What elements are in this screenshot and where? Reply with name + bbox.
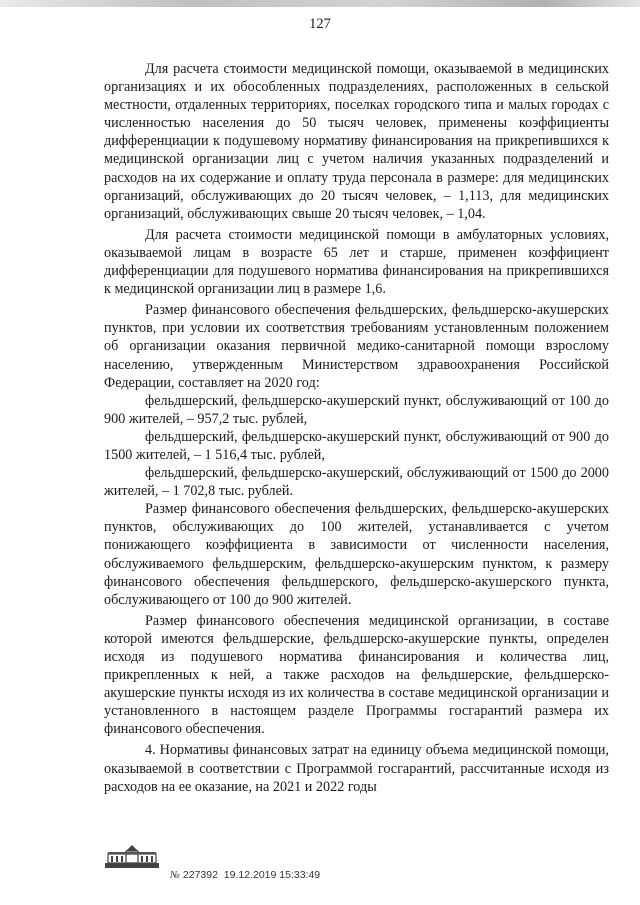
paragraph: фельдшерский, фельдшерско-акушерский, обслуживающий от 1500 до 2000 жителей, – 1 702,8 тыс. рублей. <box>104 465 609 500</box>
scan-edge <box>0 0 640 7</box>
paragraph: Размер финансового обеспечения фельдшерских, фельдшерско-акушерских пунктов, при условии их соответствия требованиям установленным положением об организации оказания первичной медико-санитарной помощи взрослому населению, утвержденным Министерством здравоохранения Российской Федерации, составляет на 2020 год: <box>104 302 609 391</box>
document-stamp <box>170 869 320 881</box>
paragraph: Размер финансового обеспечения медицинской организации, в составе которой имеются фельдшерские, фельдшерско-акушерские пункты, определен исходя из подушевого норматива финансирования и количества лиц, прикрепленных к ней, а также расходов на фельдшерские, фельдшерско-акушерские пункты исходя из их количества в составе медицинской организации и установленного в настоящем разделе Программы госгарантий размера их финансового обеспечения. <box>104 612 609 738</box>
document-timestamp: 19.12.2019 15:33:49 <box>223 869 321 881</box>
paragraph: фельдшерский, фельдшерско-акушерский пункт, обслуживающий от 100 до 900 жителей, – 957,2 тыс. рублей, <box>104 392 609 427</box>
paragraph: фельдшерский, фельдшерско-акушерский пункт, обслуживающий от 900 до 1500 жителей, – 1 516,4 тыс. рублей, <box>104 428 609 463</box>
document-body <box>104 60 609 796</box>
document-footer <box>104 843 404 883</box>
document-number: 227392 <box>182 869 218 881</box>
paragraph: Для расчета стоимости медицинской помощи, оказываемой в медицинских организациях и их обособленных подразделениях, расположенных в сельской местности, отдаленных территориях, поселках городского типа и малых городах с численностью населения до 50 тысяч человек, применены коэффициенты дифференциации к подушевому нормативу финансирования на прикрепившихся к медицинской организации лиц с учетом наличия указанных подразделений и расходов на их содержание и оплату труда персонала в размере: для медицинских организаций, обслуживающих до 20 тысяч человек, – 1,113, для медицинских организаций, обслуживающих свыше 20 тысяч человек, – 1,04. <box>104 61 609 222</box>
number-sign: № <box>170 870 180 881</box>
paragraph: Для расчета стоимости медицинской помощи в амбулаторных условиях, оказываемой лицам в возрасте 65 лет и старше, применен коэффициент дифференциации для подушевого норматива финансирования на прикрепившихся к медицинской организации лиц в размере 1,6. <box>104 226 609 298</box>
paragraph: Размер финансового обеспечения фельдшерских, фельдшерско-акушерских пунктов, обслуживающих до 100 жителей, устанавливается с учетом понижающего коэффициента в зависимости от численности населения, обслуживаемого фельдшерским, фельдшерско-акушерским пунктом, к размеру финансового обеспечения фельдшерского, фельдшерско-акушерского пункта, обслуживающего от 100 до 900 жителей. <box>104 501 609 608</box>
paragraph: 4. Нормативы финансовых затрат на единицу объема медицинской помощи, оказываемой в соответствии с Программой госгарантий, рассчитанные исходя из расходов на ее оказание, на 2021 и 2022 годы <box>104 742 609 795</box>
government-building-seal-icon <box>104 843 160 869</box>
page-number: 127 <box>309 16 331 32</box>
